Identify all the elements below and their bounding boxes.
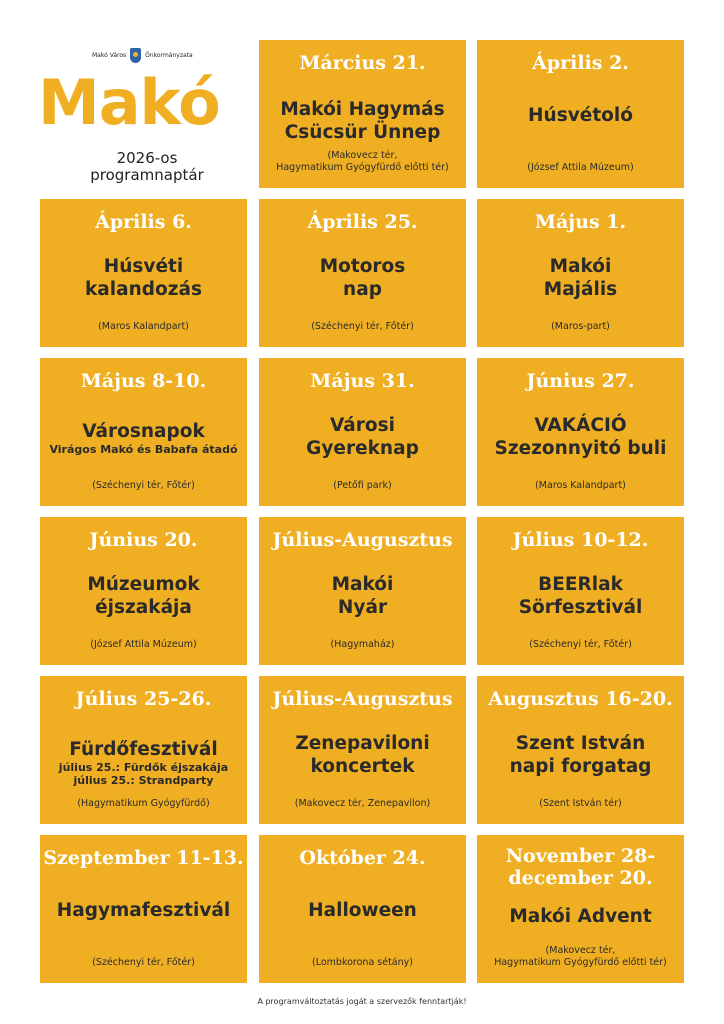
event-location: (Széchenyi tér, Főtér) bbox=[529, 639, 632, 650]
event-card bbox=[259, 40, 466, 188]
event-title bbox=[263, 899, 462, 922]
event-date: Augusztus 16-20. bbox=[488, 688, 673, 710]
event-title-text: Makói Hagymás Csücsür Ünnep bbox=[280, 99, 445, 143]
event-date: Szeptember 11-13. bbox=[43, 847, 244, 869]
event-title bbox=[481, 573, 680, 619]
event-title-text: Zenepaviloni koncertek bbox=[295, 733, 430, 777]
event-card bbox=[477, 199, 684, 347]
event-location: (Makovecz tér, Hagymatikum Gyógyfürdő előtti tér) bbox=[494, 945, 667, 968]
event-location: (Széchenyi tér, Főtér) bbox=[311, 321, 414, 332]
event-title-text: Makói Advent bbox=[509, 906, 652, 927]
footer-note: A programváltoztatás jogát a szervezők fenntartják! bbox=[257, 997, 467, 1006]
event-location: (Széchenyi tér, Főtér) bbox=[92, 957, 195, 968]
event-title bbox=[481, 414, 680, 460]
event-title-text: BEERlak Sörfesztivál bbox=[518, 574, 643, 618]
event-location: (Szent István tér) bbox=[539, 798, 622, 809]
event-card bbox=[40, 835, 247, 983]
municipality-line bbox=[92, 48, 193, 63]
event-date: Március 21. bbox=[299, 52, 426, 74]
event-card bbox=[40, 358, 247, 506]
event-date: Április 2. bbox=[532, 52, 629, 74]
event-title-text: Múzeumok éjszakája bbox=[87, 574, 200, 618]
event-card bbox=[259, 835, 466, 983]
event-date: Július-Augusztus bbox=[272, 688, 453, 710]
event-card bbox=[477, 40, 684, 188]
event-date: Július 25-26. bbox=[75, 688, 212, 710]
event-location: (József Attila Múzeum) bbox=[90, 639, 197, 650]
event-location: (József Attila Múzeum) bbox=[527, 162, 634, 173]
event-card bbox=[259, 517, 466, 665]
event-date: Június 20. bbox=[89, 529, 198, 551]
event-title bbox=[263, 573, 462, 619]
event-location: (Makovecz tér, Zenepavilon) bbox=[294, 798, 431, 809]
event-title bbox=[481, 104, 680, 127]
event-location: (Petőfi park) bbox=[333, 480, 392, 491]
event-date: Április 25. bbox=[307, 211, 418, 233]
event-card bbox=[259, 199, 466, 347]
event-date: November 28- december 20. bbox=[505, 845, 656, 889]
coat-of-arms-icon bbox=[130, 48, 141, 63]
event-card bbox=[259, 358, 466, 506]
event-location: (Maros Kalandpart) bbox=[98, 321, 189, 332]
event-subtitle: Virágos Makó és Babafa átadó bbox=[49, 443, 238, 456]
event-location: (Makovecz tér, Hagymatikum Gyógyfürdő előtti tér) bbox=[276, 150, 449, 173]
event-card bbox=[259, 676, 466, 824]
event-date: Október 24. bbox=[299, 847, 426, 869]
event-title-text: Szent István napi forgatag bbox=[509, 733, 652, 777]
event-card bbox=[477, 358, 684, 506]
event-title bbox=[263, 732, 462, 778]
event-title-text: Húsvétoló bbox=[528, 105, 633, 126]
event-title bbox=[44, 899, 243, 922]
org-right: Önkormányzata bbox=[145, 52, 193, 59]
event-title bbox=[263, 98, 462, 144]
subtitle-line-1: 2026-os bbox=[116, 149, 178, 167]
event-title-text: Makói Nyár bbox=[331, 574, 394, 618]
event-card bbox=[40, 517, 247, 665]
event-title bbox=[481, 905, 680, 928]
event-location: (Maros Kalandpart) bbox=[535, 480, 626, 491]
event-title bbox=[263, 255, 462, 301]
event-title-text: Fürdőfesztivál bbox=[69, 739, 218, 760]
event-date: Június 27. bbox=[526, 370, 635, 392]
event-card bbox=[40, 199, 247, 347]
event-card bbox=[40, 676, 247, 824]
event-card bbox=[477, 517, 684, 665]
event-date: Május 1. bbox=[534, 211, 627, 233]
event-card bbox=[477, 676, 684, 824]
event-date: Július-Augusztus bbox=[272, 529, 453, 551]
event-title bbox=[44, 738, 243, 787]
event-subtitle: július 25.: Fürdők éjszakája július 25.: Strandparty bbox=[58, 761, 229, 787]
event-location: (Széchenyi tér, Főtér) bbox=[92, 480, 195, 491]
event-location: (Hagymaház) bbox=[330, 639, 395, 650]
event-card bbox=[477, 835, 684, 983]
event-title-text: Hagymafesztivál bbox=[56, 900, 231, 921]
event-title-text: Halloween bbox=[308, 900, 417, 921]
event-title bbox=[481, 732, 680, 778]
event-title bbox=[481, 255, 680, 301]
event-title-text: Makói Majális bbox=[543, 256, 618, 300]
event-location: (Hagymatikum Gyógyfürdő) bbox=[77, 798, 210, 809]
event-date: Július 10-12. bbox=[512, 529, 649, 551]
event-date: Április 6. bbox=[95, 211, 192, 233]
event-title-text: Városi Gyereknap bbox=[306, 415, 419, 459]
event-location: (Maros-part) bbox=[551, 321, 610, 332]
subtitle-line-2: programnaptár bbox=[90, 166, 204, 184]
event-title-text: VAKÁCIÓ Szezonnyitó buli bbox=[494, 415, 667, 459]
org-left: Makó Város bbox=[92, 52, 127, 59]
event-title bbox=[44, 420, 243, 456]
event-date: Május 31. bbox=[310, 370, 415, 392]
event-location: (Lombkorona sétány) bbox=[312, 957, 413, 968]
header bbox=[38, 40, 248, 190]
event-title-text: Városnapok bbox=[82, 421, 205, 442]
event-date: Május 8-10. bbox=[80, 370, 207, 392]
event-title bbox=[44, 573, 243, 619]
page-subtitle bbox=[72, 150, 222, 184]
event-title bbox=[263, 414, 462, 460]
brand-logo: Makó bbox=[38, 66, 220, 139]
event-title-text: Húsvéti kalandozás bbox=[85, 256, 202, 300]
event-title-text: Motoros nap bbox=[319, 256, 406, 300]
event-title bbox=[44, 255, 243, 301]
